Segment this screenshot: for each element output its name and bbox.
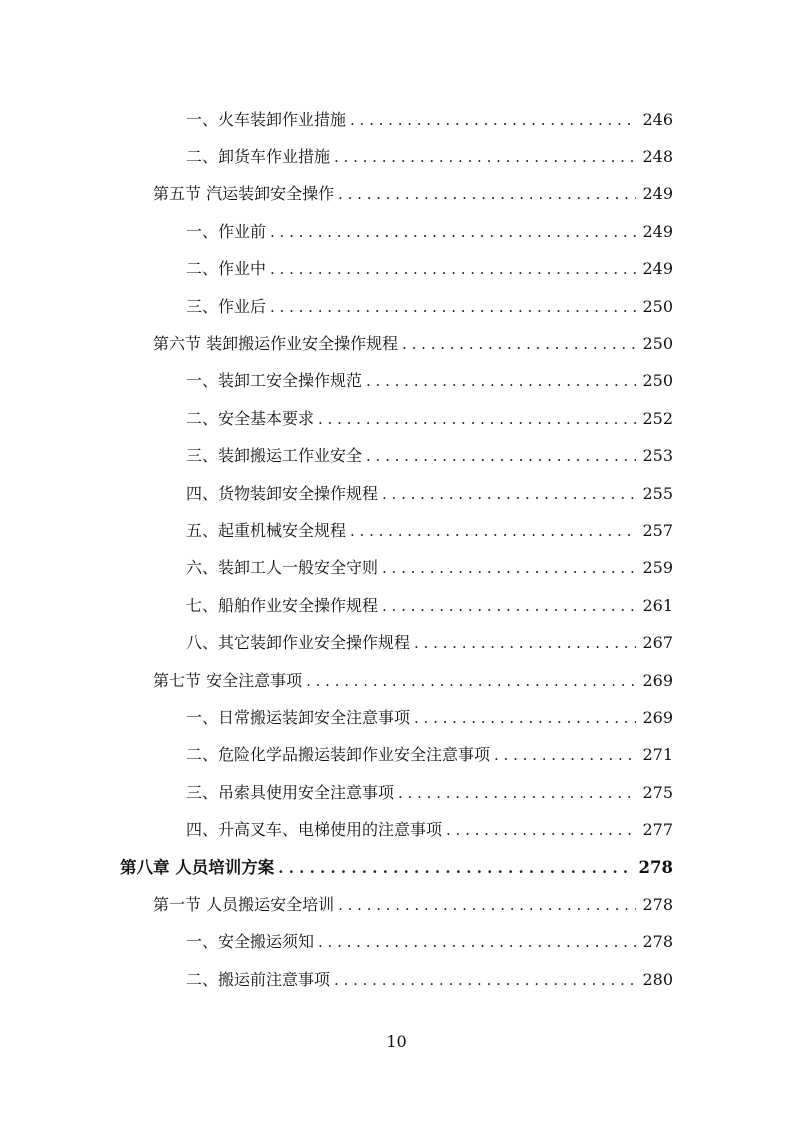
toc-leader-dots [278,858,632,878]
toc-section-entry[interactable] [0,886,793,923]
toc-entry-title: 二、安全基本要求 [186,408,315,428]
toc-leader-dots [382,596,636,616]
toc-entry[interactable] [0,138,793,175]
toc-entry[interactable] [0,811,793,848]
toc-chapter-entry[interactable] [0,849,793,886]
toc-entry[interactable] [0,213,793,250]
toc-entry-page: 249 [642,259,673,279]
toc-leader-dots [398,783,636,803]
toc-entry-page: 250 [642,334,673,354]
toc-entry[interactable] [0,363,793,400]
toc-leader-dots [350,110,636,130]
toc-entry[interactable] [0,400,793,437]
toc-entry[interactable] [0,699,793,736]
toc-entry-page: 271 [642,745,673,765]
toc-leader-dots [318,409,636,429]
toc-entry-page: 280 [642,969,673,989]
toc-entry-page: 277 [642,820,673,840]
toc-entry-title: 三、装卸搬运工作业安全 [186,446,363,466]
toc-leader-dots [334,970,636,990]
toc-entry-title: 三、作业后 [186,296,267,316]
toc-entry-title: 一、日常搬运装卸安全注意事项 [186,707,411,727]
toc-entry-title: 第一节 人员搬运安全培训 [153,894,335,914]
toc-entry-page: 246 [642,109,673,129]
toc-entry-page: 275 [642,782,673,802]
toc-section-entry[interactable] [0,325,793,362]
toc-leader-dots [414,633,636,653]
toc-entry-title: 二、危险化学品搬运装卸作业安全注意事项 [186,745,491,765]
toc-entry[interactable] [0,550,793,587]
toc-leader-dots [382,558,636,578]
toc-entry-page: 278 [642,932,673,952]
toc-entry-page: 261 [642,595,673,615]
toc-entry[interactable] [0,624,793,661]
toc-entry[interactable] [0,101,793,138]
toc-entry-page: 250 [642,296,673,316]
toc-entry-title: 一、装卸工安全操作规范 [186,371,363,391]
table-of-contents [0,101,793,998]
toc-entry[interactable] [0,512,793,549]
toc-entry-title: 一、火车装卸作业措施 [186,109,347,129]
toc-entry-title: 一、安全搬运须知 [186,932,315,952]
toc-entry-page: 267 [642,633,673,653]
toc-section-entry[interactable] [0,176,793,213]
toc-entry-page: 249 [642,184,673,204]
toc-entry-title: 三、吊索具使用安全注意事项 [186,782,395,802]
toc-entry[interactable] [0,475,793,512]
toc-entry-page: 249 [642,221,673,241]
toc-entry-title: 二、卸货车作业措施 [186,147,331,167]
toc-entry-page: 257 [642,520,673,540]
toc-entry-title: 七、船舶作业安全操作规程 [186,595,379,615]
toc-leader-dots [414,708,636,728]
toc-entry-page: 252 [642,408,673,428]
toc-entry[interactable] [0,288,793,325]
page-number: 10 [386,1032,407,1051]
toc-leader-dots [338,184,636,204]
toc-entry-page: 248 [642,147,673,167]
toc-entry[interactable] [0,961,793,998]
toc-entry[interactable] [0,438,793,475]
toc-leader-dots [402,334,636,354]
toc-entry[interactable] [0,251,793,288]
toc-entry[interactable] [0,737,793,774]
toc-leader-dots [366,371,636,391]
toc-leader-dots [270,259,636,279]
toc-leader-dots [382,484,636,504]
toc-entry-title: 八、其它装卸作业安全操作规程 [186,633,411,653]
toc-leader-dots [270,297,636,317]
toc-entry-title: 五、起重机械安全规程 [186,520,347,540]
toc-entry-page: 255 [642,483,673,503]
toc-entry[interactable] [0,774,793,811]
toc-leader-dots [306,671,636,691]
toc-entry-page: 269 [642,670,673,690]
toc-entry-title: 四、升高叉车、电梯使用的注意事项 [186,820,443,840]
toc-entry-title: 二、作业中 [186,259,267,279]
toc-entry-title: 第七节 安全注意事项 [153,670,303,690]
toc-entry[interactable] [0,587,793,624]
toc-entry-page: 250 [642,371,673,391]
toc-section-entry[interactable] [0,662,793,699]
toc-leader-dots [270,222,636,242]
toc-entry[interactable] [0,924,793,961]
toc-entry-title: 一、作业前 [186,221,267,241]
toc-entry-page: 269 [642,707,673,727]
toc-entry-title: 第六节 装卸搬运作业安全操作规程 [153,334,399,354]
toc-leader-dots [338,895,636,915]
toc-entry-title: 二、搬运前注意事项 [186,969,331,989]
toc-leader-dots [494,745,636,765]
toc-entry-title: 六、装卸工人一般安全守则 [186,558,379,578]
toc-leader-dots [334,147,636,167]
toc-leader-dots [318,932,636,952]
toc-leader-dots [446,820,636,840]
toc-leader-dots [366,446,636,466]
toc-entry-page: 259 [642,558,673,578]
toc-entry-page: 253 [642,446,673,466]
toc-entry-title: 四、货物装卸安全操作规程 [186,483,379,503]
toc-entry-page: 278 [642,894,673,914]
toc-entry-page: 278 [638,857,673,877]
toc-leader-dots [350,521,636,541]
toc-entry-title: 第八章 人员培训方案 [120,857,275,877]
toc-entry-title: 第五节 汽运装卸安全操作 [153,184,335,204]
